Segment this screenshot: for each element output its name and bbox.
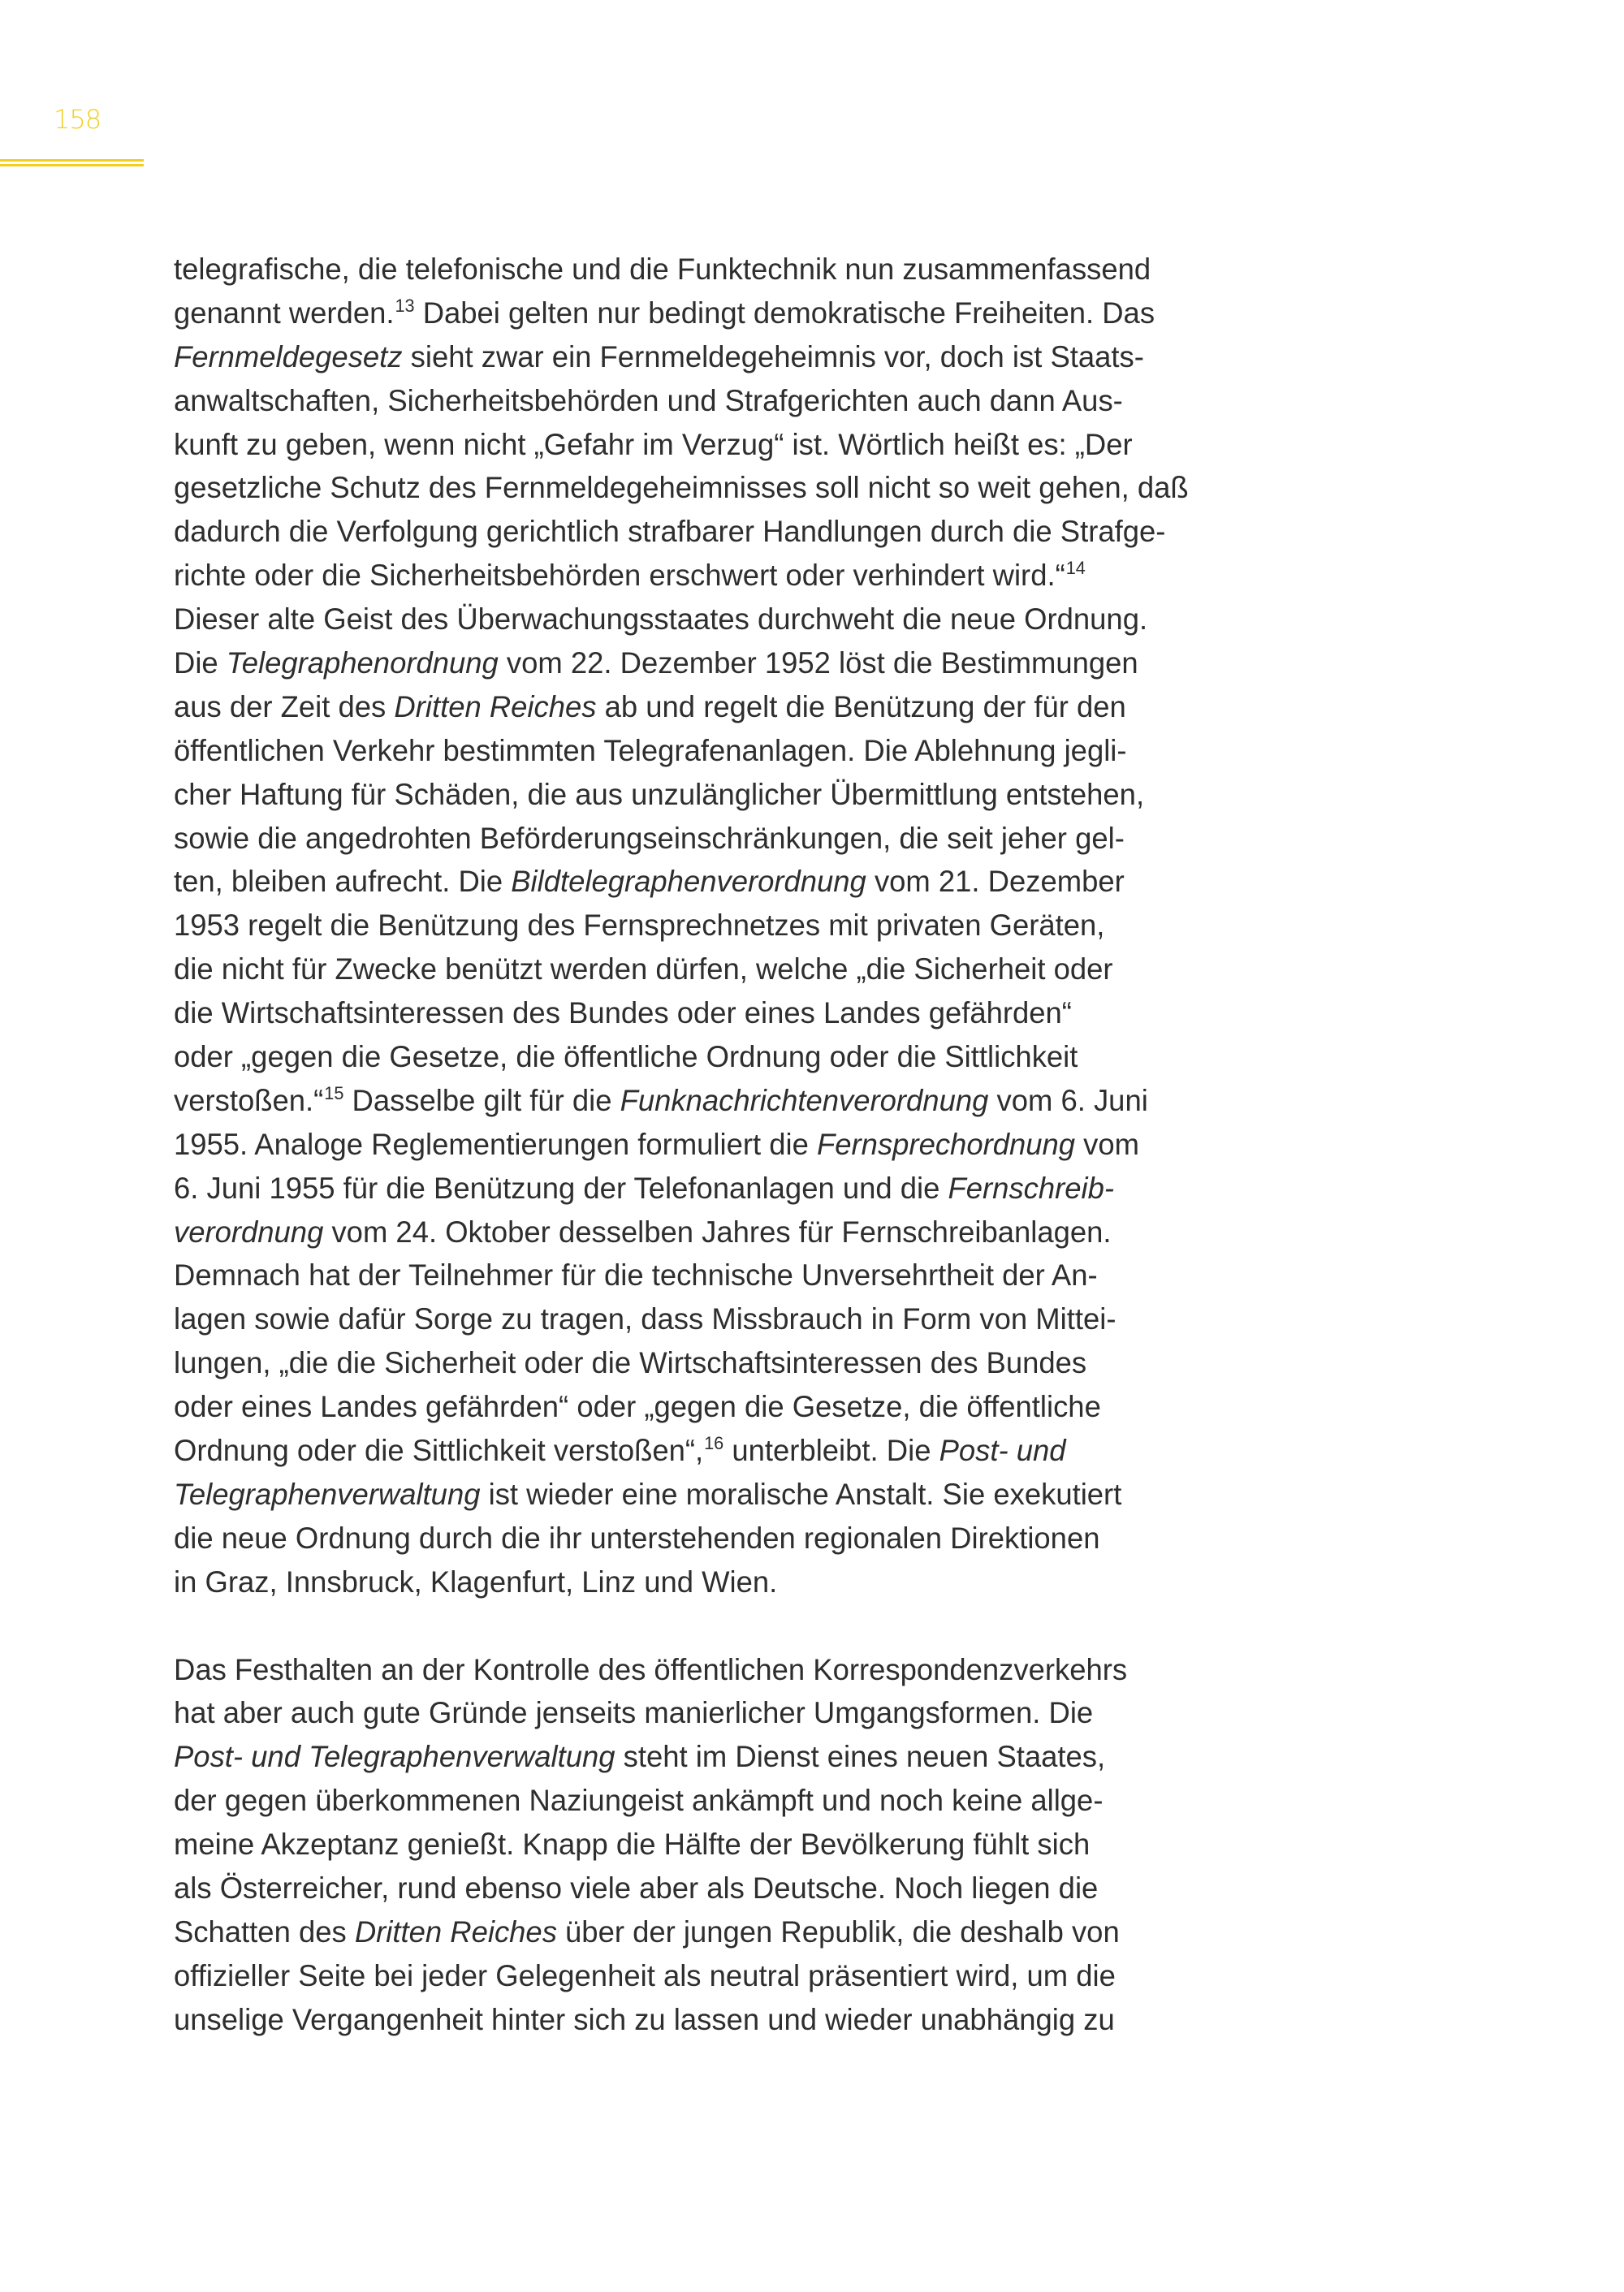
- italic-title: Telegraphenordnung: [226, 646, 499, 680]
- text-span: 6. Juni 1955 für die Benützung der Telefonanlagen und die: [174, 1171, 948, 1205]
- text-span: unselige Vergangenheit hinter sich zu lassen und wieder unabhängig zu: [174, 2002, 1115, 2036]
- text-line: [174, 1648, 1229, 1692]
- text-span: meine Akzeptanz genießt. Knapp die Hälfte der Bevölkerung fühlt sich: [174, 1828, 1091, 1862]
- text-span: vom 21. Dezember: [866, 865, 1125, 899]
- italic-title: Fernschreib-: [948, 1171, 1115, 1205]
- text-span: lagen sowie dafür Sorge zu tragen, dass Missbrauch in Form von Mittei-: [174, 1302, 1116, 1336]
- text-span: unterbleibt. Die: [723, 1434, 939, 1468]
- text-line: [174, 1779, 1229, 1823]
- text-span: die nicht für Zwecke benützt werden dürfen, welche „die Sicherheit oder: [174, 952, 1113, 986]
- text-line: [174, 248, 1229, 291]
- text-line: [174, 773, 1229, 817]
- text-span: anwaltschaften, Sicherheitsbehörden und Strafgerichten auch dann Aus-: [174, 383, 1123, 417]
- text-span: ist wieder eine moralische Anstalt. Sie exekutiert: [480, 1477, 1122, 1511]
- text-span: Schatten des: [174, 1914, 355, 1949]
- text-span: Die: [174, 646, 227, 680]
- paragraph: [174, 248, 1246, 1604]
- italic-title: Dritten Reiches: [394, 689, 597, 723]
- italic-title: Post- und: [939, 1434, 1066, 1468]
- text-span: über der jungen Republik, die deshalb von: [556, 1914, 1120, 1949]
- page-number: 158: [54, 104, 102, 135]
- text-span: als Österreicher, rund ebenso viele aber als Deutsche. Noch liegen die: [174, 1871, 1099, 1905]
- text-span: Das Festhalten an der Kontrolle des öffentlichen Korrespondenzverkehrs: [174, 1652, 1128, 1686]
- text-line: [174, 1691, 1229, 1735]
- italic-title: Post- und Telegraphenverwaltung: [174, 1740, 615, 1774]
- text-span: 1955. Analoge Reglementierungen formuliert die: [174, 1127, 818, 1161]
- italic-title: Fernsprechordnung: [817, 1127, 1076, 1161]
- paragraph-gap: [174, 1604, 1246, 1648]
- italic-title: Fernmeldegesetz: [174, 339, 403, 373]
- text-line: [174, 1998, 1229, 2042]
- text-line: [174, 729, 1229, 773]
- text-span: dadurch die Verfolgung gerichtlich strafbarer Handlungen durch die Strafge-: [174, 515, 1166, 549]
- text-line: [174, 904, 1229, 947]
- text-line: [174, 1560, 1229, 1604]
- text-line: [174, 685, 1229, 729]
- text-span: sowie die angedrohten Beförderungseinschränkungen, die seit jeher gel-: [174, 821, 1125, 855]
- footnote-ref: 13: [395, 295, 415, 316]
- text-span: 1953 regelt die Benützung des Fernsprechnetzes mit privaten Geräten,: [174, 909, 1105, 943]
- text-span: ab und regelt die Benützung der für den: [596, 689, 1126, 723]
- text-line: [174, 554, 1229, 598]
- text-span: kunft zu geben, wenn nicht „Gefahr im Verzug“ ist. Wörtlich heißt es: „Der: [174, 427, 1133, 461]
- italic-title: Telegraphenverwaltung: [174, 1477, 481, 1511]
- text-line: [174, 1035, 1229, 1079]
- text-span: gesetzliche Schutz des Fernmeldegeheimnisses soll nicht so weit gehen, daß: [174, 471, 1189, 505]
- text-span: ten, bleiben aufrecht. Die: [174, 865, 512, 899]
- text-span: vom 22. Dezember 1952 löst die Bestimmungen: [498, 646, 1138, 680]
- text-line: [174, 1517, 1229, 1560]
- text-line: [174, 1167, 1229, 1211]
- text-line: [174, 1867, 1229, 1910]
- text-span: cher Haftung für Schäden, die aus unzulänglicher Übermittlung entstehen,: [174, 777, 1145, 811]
- text-span: telegrafische, die telefonische und die Funktechnik nun zusammenfassend: [174, 253, 1151, 286]
- text-line: [174, 598, 1229, 641]
- text-span: vom 6. Juni: [988, 1083, 1148, 1117]
- text-line: [174, 1254, 1229, 1297]
- text-span: vom: [1075, 1127, 1140, 1161]
- text-span: sieht zwar ein Fernmeldegeheimnis vor, doch ist Staats-: [402, 339, 1144, 373]
- body-text: [174, 248, 1246, 2042]
- italic-title: Funknachrichtenverordnung: [620, 1083, 989, 1117]
- text-span: in Graz, Innsbruck, Klagenfurt, Linz und Wien.: [174, 1565, 778, 1599]
- text-line: [174, 1910, 1229, 1954]
- text-line: [174, 466, 1229, 510]
- text-span: der gegen überkommenen Naziungeist ankämpft und noch keine allge-: [174, 1784, 1104, 1818]
- text-span: Dieser alte Geist des Überwachungsstaates durchweht die neue Ordnung.: [174, 602, 1148, 637]
- text-span: die neue Ordnung durch die ihr unterstehenden regionalen Direktionen: [174, 1521, 1100, 1555]
- text-span: lungen, „die die Sicherheit oder die Wirtschaftsinteressen des Bundes: [174, 1346, 1087, 1380]
- text-line: [174, 1123, 1229, 1167]
- text-line: [174, 379, 1229, 423]
- footnote-ref: 14: [1065, 558, 1086, 579]
- text-line: [174, 1079, 1229, 1123]
- text-span: hat aber auch gute Gründe jenseits manierlicher Umgangsformen. Die: [174, 1696, 1094, 1730]
- text-line: [174, 335, 1229, 379]
- text-line: [174, 1429, 1229, 1473]
- italic-title: Bildtelegraphenverordnung: [511, 865, 866, 899]
- text-span: genannt werden.: [174, 296, 395, 330]
- text-span: Demnach hat der Teilnehmer für die technische Unversehrtheit der An-: [174, 1258, 1098, 1293]
- text-line: [174, 1211, 1229, 1254]
- text-line: [174, 1823, 1229, 1867]
- text-span: vom 24. Oktober desselben Jahres für Fernschreibanlagen.: [323, 1215, 1112, 1249]
- header-rule: [0, 159, 144, 162]
- text-span: aus der Zeit des: [174, 689, 395, 723]
- text-span: richte oder die Sicherheitsbehörden erschwert oder verhindert wird.“: [174, 559, 1065, 593]
- footnote-ref: 16: [704, 1433, 724, 1454]
- text-span: Dabei gelten nur bedingt demokratische Freiheiten. Das: [414, 296, 1155, 330]
- text-span: die Wirtschaftsinteressen des Bundes oder eines Landes gefährden“: [174, 996, 1072, 1030]
- text-line: [174, 947, 1229, 991]
- text-span: oder eines Landes gefährden“ oder „gegen die Gesetze, die öffentliche: [174, 1390, 1101, 1424]
- text-line: [174, 1297, 1229, 1341]
- text-span: Dasselbe gilt für die: [343, 1083, 620, 1117]
- header-rule: [0, 164, 144, 166]
- text-span: Ordnung oder die Sittlichkeit verstoßen“,: [174, 1434, 704, 1468]
- text-line: [174, 641, 1229, 685]
- text-span: offizieller Seite bei jeder Gelegenheit als neutral präsentiert wird, um die: [174, 1958, 1116, 1992]
- text-line: [174, 291, 1229, 335]
- text-line: [174, 423, 1229, 467]
- text-span: öffentlichen Verkehr bestimmten Telegrafenanlagen. Die Ablehnung jegli-: [174, 733, 1127, 767]
- text-line: [174, 1735, 1229, 1779]
- text-line: [174, 510, 1229, 554]
- text-line: [174, 817, 1229, 861]
- text-line: [174, 1473, 1229, 1517]
- text-line: [174, 860, 1229, 904]
- italic-title: Dritten Reiches: [354, 1914, 557, 1949]
- footnote-ref: 15: [324, 1082, 344, 1103]
- text-line: [174, 1385, 1229, 1429]
- text-span: verstoßen.“: [174, 1083, 324, 1117]
- text-span: oder „gegen die Gesetze, die öffentliche Ordnung oder die Sittlichkeit: [174, 1040, 1078, 1074]
- text-line: [174, 1954, 1229, 1998]
- text-span: steht im Dienst eines neuen Staates,: [615, 1740, 1106, 1774]
- italic-title: verordnung: [174, 1215, 324, 1249]
- text-line: [174, 991, 1229, 1035]
- text-line: [174, 1341, 1229, 1385]
- paragraph: [174, 1648, 1246, 2042]
